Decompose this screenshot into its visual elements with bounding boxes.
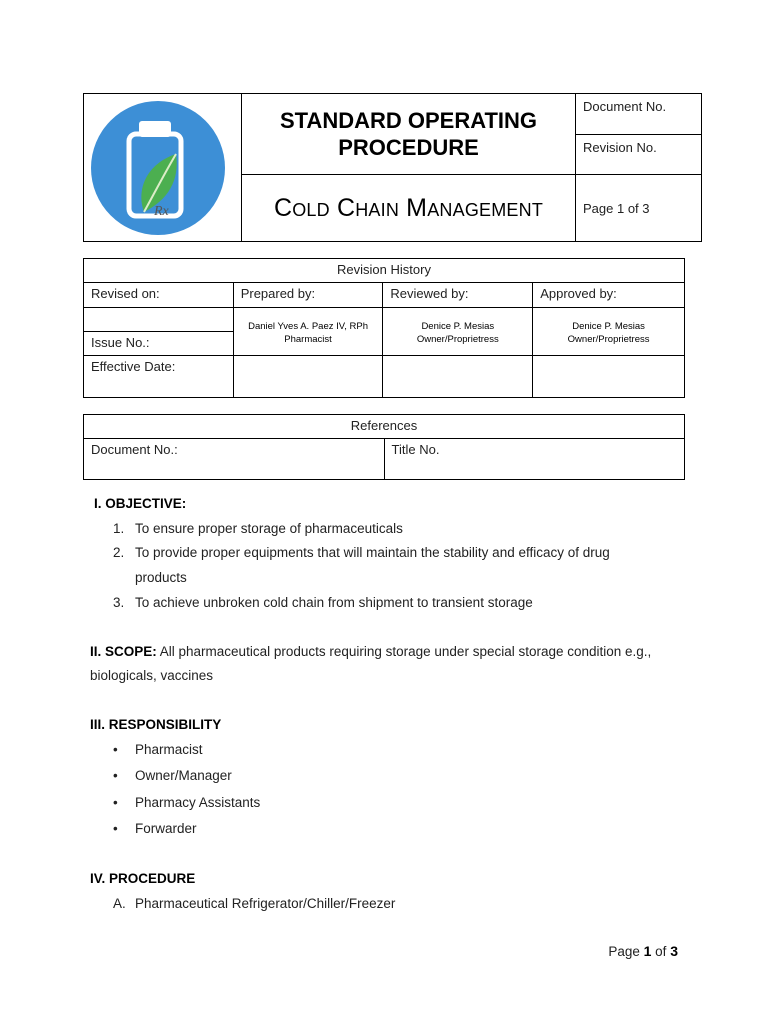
- prepared-by-name: Daniel Yves A. Paez IV, RPh: [248, 321, 368, 332]
- responsibility-text: Pharmacist: [135, 742, 203, 757]
- procedure-text: Pharmaceutical Refrigerator/Chiller/Freezer: [135, 896, 396, 911]
- references-caption: References: [84, 415, 685, 439]
- reference-title-no-label: Title No.: [384, 439, 684, 480]
- document-name: Cold Chain Management: [273, 193, 544, 222]
- scope-heading: II. SCOPE:: [90, 644, 157, 659]
- objective-text: products: [135, 570, 187, 585]
- reviewed-by-label: Reviewed by:: [383, 283, 533, 308]
- revision-no-label: Revision No.: [576, 135, 701, 175]
- bullet: •: [113, 742, 118, 757]
- approved-by-cell: [533, 308, 685, 356]
- bullet: •: [113, 821, 118, 836]
- effective-date-approved: [533, 356, 685, 398]
- bullet: •: [113, 768, 118, 783]
- footer-page-word: Page: [608, 944, 640, 959]
- responsibility-heading: III. RESPONSIBILITY: [90, 717, 222, 732]
- revised-on-value: [84, 308, 234, 332]
- reviewed-by-cell: [383, 308, 533, 356]
- logo-cell: [84, 94, 242, 241]
- footer-total-pages: 3: [670, 943, 678, 959]
- prepared-by-cell: [233, 308, 383, 356]
- footer-of-word: of: [655, 944, 667, 959]
- pharmacy-logo: [84, 94, 242, 241]
- page-count-text: Page 1 of 3: [583, 200, 650, 216]
- effective-date-prepared: [233, 356, 383, 398]
- responsibility-text: Owner/Manager: [135, 768, 232, 783]
- bullet: •: [113, 795, 118, 810]
- prepared-by-label: Prepared by:: [233, 283, 383, 308]
- approved-by-title: Owner/Proprietress: [567, 334, 650, 345]
- scope-text-continuation: biologicals, vaccines: [90, 668, 214, 683]
- approved-by-name: Denice P. Mesias: [572, 321, 645, 332]
- page-footer: [608, 943, 678, 959]
- reference-document-no-label: Document No.:: [84, 439, 385, 480]
- reviewed-by-name: Denice P. Mesias: [421, 321, 495, 332]
- procedure-heading: IV. PROCEDURE: [90, 871, 196, 886]
- reviewed-by-title: Owner/Proprietress: [416, 334, 499, 345]
- sop-title-line1: STANDARD OPERATING: [279, 108, 538, 133]
- objective-marker: 3.: [113, 595, 125, 610]
- document-header: [83, 93, 702, 242]
- objective-text: To provide proper equipments that will maintain the stability and efficacy of drug: [135, 545, 610, 560]
- objective-marker: 2.: [113, 545, 125, 560]
- responsibility-text: Pharmacy Assistants: [135, 795, 261, 810]
- revised-on-label: Revised on:: [84, 283, 234, 308]
- document-no-label: Document No.: [576, 94, 701, 135]
- document-name-cell: [242, 175, 576, 241]
- effective-date-reviewed: [383, 356, 533, 398]
- effective-date-label: Effective Date:: [84, 356, 234, 398]
- objective-text: To ensure proper storage of pharmaceuticals: [135, 521, 403, 536]
- responsibility-text: Forwarder: [135, 821, 197, 836]
- footer-current-page: 1: [643, 943, 652, 959]
- objective-text: To achieve unbroken cold chain from shipment to transient storage: [135, 595, 533, 610]
- procedure-marker: A.: [113, 896, 126, 911]
- logo-text: Rx: [154, 204, 169, 219]
- page-count-label: [576, 175, 701, 241]
- title-cell: [242, 94, 576, 175]
- scope-paragraph: [90, 644, 690, 659]
- revision-history-caption: Revision History: [84, 259, 685, 283]
- references-table: [83, 414, 685, 480]
- scope-text: All pharmaceutical products requiring storage under special storage condition e.g.,: [156, 644, 652, 659]
- sop-title-line2: PROCEDURE: [338, 135, 479, 160]
- approved-by-label: Approved by:: [533, 283, 685, 308]
- issue-no-label: Issue No.:: [84, 332, 234, 356]
- revision-history-table: [83, 258, 685, 398]
- prepared-by-title: Pharmacist: [284, 334, 332, 345]
- objective-heading: I. OBJECTIVE:: [94, 496, 187, 511]
- objective-marker: 1.: [113, 521, 125, 536]
